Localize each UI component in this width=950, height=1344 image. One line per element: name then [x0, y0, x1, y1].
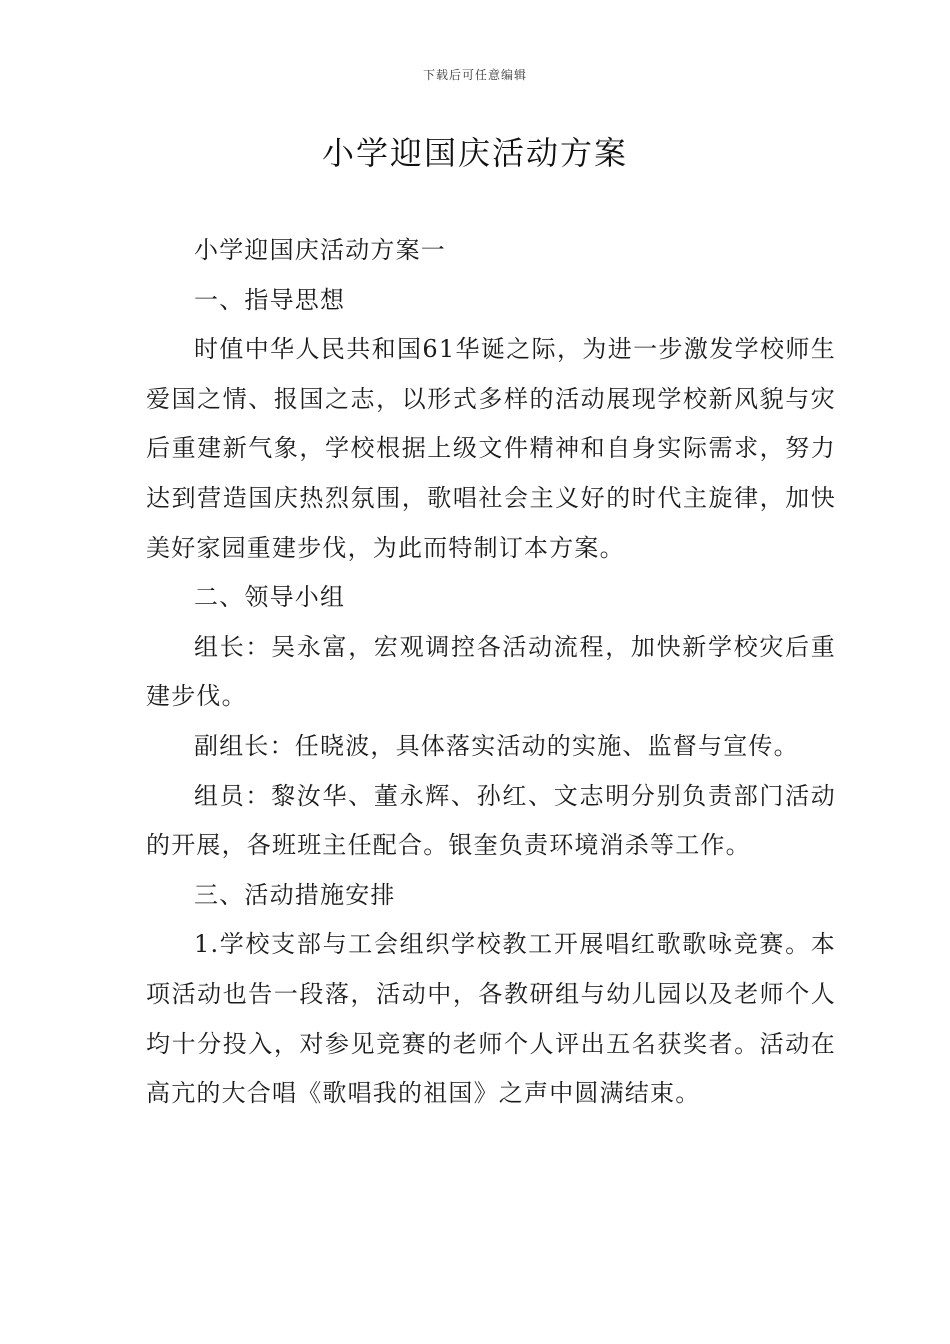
section-heading-leadership-group: 二、领导小组 — [194, 583, 346, 612]
paragraph-deputy-leader: 副组长：任晓波，具体落实活动的实施、监督与宣传。 — [194, 731, 799, 760]
paragraph-guiding-thought: 时值中华人民共和国61华诞之际，为进一步激发学校师生爱国之情、报国之志，以形式多样的活动展现学校新风貌与灾后重建新气象，学校根据上级文件精神和自身实际需求，努力达到营造国庆热烈氛围，歌唱社会主义好的时代主旋律，加快美好家园重建步伐，为此而特制订本方案。 — [146, 335, 836, 562]
document-body — [146, 226, 836, 1119]
paragraph-group-members: 组员：黎汝华、董永辉、孙红、文志明分别负责部门活动的开展，各班班主任配合。银奎负责环境消杀等工作。 — [146, 781, 836, 860]
paragraph-subtitle: 小学迎国庆活动方案一 — [194, 236, 446, 264]
paragraph-activity-1: 1.学校支部与工会组织学校教工开展唱红歌歌咏竞赛。本项活动也告一段落，活动中，各教研组与幼儿园以及老师个人均十分投入，对参见竞赛的老师个人评出五名获奖者。活动在高亢的大合唱《歌唱我的祖国》之声中圆满结束。 — [146, 930, 836, 1108]
section-heading-activity-measures: 三、活动措施安排 — [194, 880, 396, 909]
paragraph-group-leader: 组长：吴永富，宏观调控各活动流程，加快新学校灾后重建步伐。 — [146, 632, 836, 711]
header-note: 下载后可任意编辑 — [422, 68, 527, 82]
section-heading-guiding-thought: 一、指导思想 — [194, 285, 346, 314]
document-title: 小学迎国庆活动方案 — [321, 134, 628, 172]
